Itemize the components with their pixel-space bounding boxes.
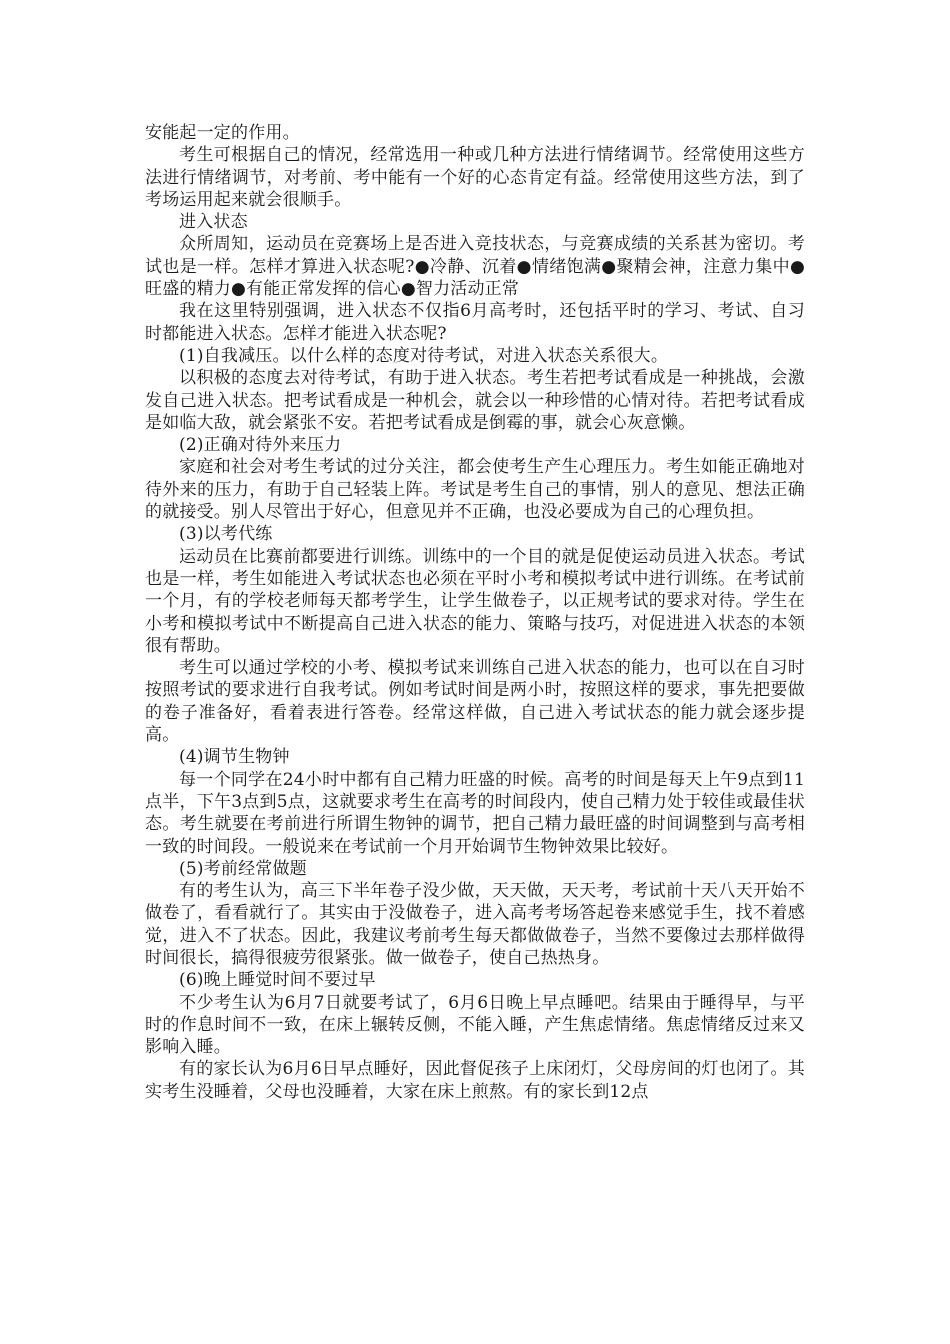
subheading-self-decompress: (1)自我减压。以什么样的态度对待考试，对进入状态关系很大。	[179, 345, 669, 366]
paragraph-continuation: 安能起一定的作用。	[145, 123, 300, 143]
paragraph-positive-attitude: 以积极的态度去对待考试，有助于进入状态。考生若把考试看成是一种挑战，会激发自己进入状态。把考试看成是一种机会，就会以一种珍惜的心情对待。若把考试看成是如临大敌，就会紧张不安。若把考试看成是倒霉的事，就会心灰意懒。	[145, 368, 805, 433]
paragraph-emphasis: 我在这里特别强调，进入状态不仅指6月高考时，还包括平时的学习、考试、自习时都能进入状态。怎样才能进入状态呢?	[145, 301, 805, 344]
paragraph-early-sleep: 不少考生认为6月7日就要考试了，6月6日晚上早点睡吧。结果由于睡得早，与平时的作息时间不一致，在床上辗转反侧，不能入睡，产生焦虑情绪。焦虑情绪反过来又影响入睡。	[145, 992, 805, 1058]
subheading-sleep-time: (6)晚上睡觉时间不要过早	[179, 970, 376, 991]
document-page	[145, 122, 805, 1103]
paragraph-energy-peak: 每一个同学在24小时中都有自己精力旺盛的时候。高考的时间是每天上午9点到11点半，下午3点到5点，这就要求考生在高考的时间段内，使自己精力处于较佳或最佳状态。考生就要在考前进行所谓生物钟的调节，把自己精力最旺盛的时间调整到与高考相一致的时间段。一般说来在考试前一个月开始调节生物钟效果比较好。	[145, 769, 805, 857]
subheading-practice-problems: (5)考前经常做题	[179, 858, 307, 879]
subheading-external-pressure: (2)正确对待外来压力	[179, 435, 342, 456]
section-heading-enter-state: 进入状态	[179, 212, 248, 233]
paragraph-self-testing: 考生可以通过学校的小考、模拟考试来训练自己进入状态的能力，也可以在自习时按照考试的要求进行自我考试。例如考试时间是两小时，按照这样的要求，事先把要做的卷子准备好，看着表进行答卷。经常这样做，自己进入考试状态的能力就会逐步提高。	[145, 658, 805, 746]
subheading-practice-by-exam: (3)以考代练	[179, 524, 273, 545]
paragraph-parents-sleep: 有的家长认为6月6日早点睡好，因此督促孩子上床闭灯，父母房间的灯也闭了。其实考生没睡着，父母也没睡着，大家在床上煎熬。有的家长到12点	[145, 1059, 805, 1102]
paragraph-athlete-training: 运动员在比赛前都要进行训练。训练中的一个目的就是促使运动员进入状态。考试也是一样，考生如能进入考试状态也必须在平时小考和模拟考试中进行训练。在考试前一个月，有的学校老师每天都考学生，让学生做卷子，以正规考试的要求对待。学生在小考和模拟考试中不断提高自己进入状态的能力、策略与技巧，对促进进入状态的本领很有帮助。	[145, 546, 805, 656]
paragraph-keep-practicing: 有的考生认为，高三下半年卷子没少做，天天做，天天考，考试前十天八天开始不做卷了，看看就行了。其实由于没做卷子，进入高考考场答起卷来感觉手生，找不着感觉，进入不了状态。因此，我建议考前考生每天都做做卷子，当然不要像过去那样做得时间很长，搞得很疲劳很紧张。做一做卷子，使自己热热身。	[145, 881, 805, 968]
paragraph-competition-state: 众所周知，运动员在竞赛场上是否进入竞技状态，与竞赛成绩的关系甚为密切。考试也是一样。怎样才算进入状态呢?●冷静、沉着●情绪饱满●聚精会神，注意力集中●旺盛的精力●有能正常发挥的信心●智力活动正常	[145, 234, 805, 300]
paragraph-family-pressure: 家庭和社会对考生考试的过分关注，都会使考生产生心理压力。考生如能正确地对待外来的压力，有助于自己轻装上阵。考试是考生自己的事情，别人的意见、想法正确的就接受。别人尽管出于好心，但意见并不正确，也没必要成为自己的心理负担。	[145, 457, 805, 523]
subheading-biological-clock: (4)调节生物钟	[179, 747, 290, 768]
paragraph-emotion-regulation: 考生可根据自己的情况，经常选用一种或几种方法进行情绪调节。经常使用这些方法进行情绪调节，对考前、考中能有一个好的心态肯定有益。经常使用这些方法，到了考场运用起来就会很顺手。	[145, 145, 805, 210]
